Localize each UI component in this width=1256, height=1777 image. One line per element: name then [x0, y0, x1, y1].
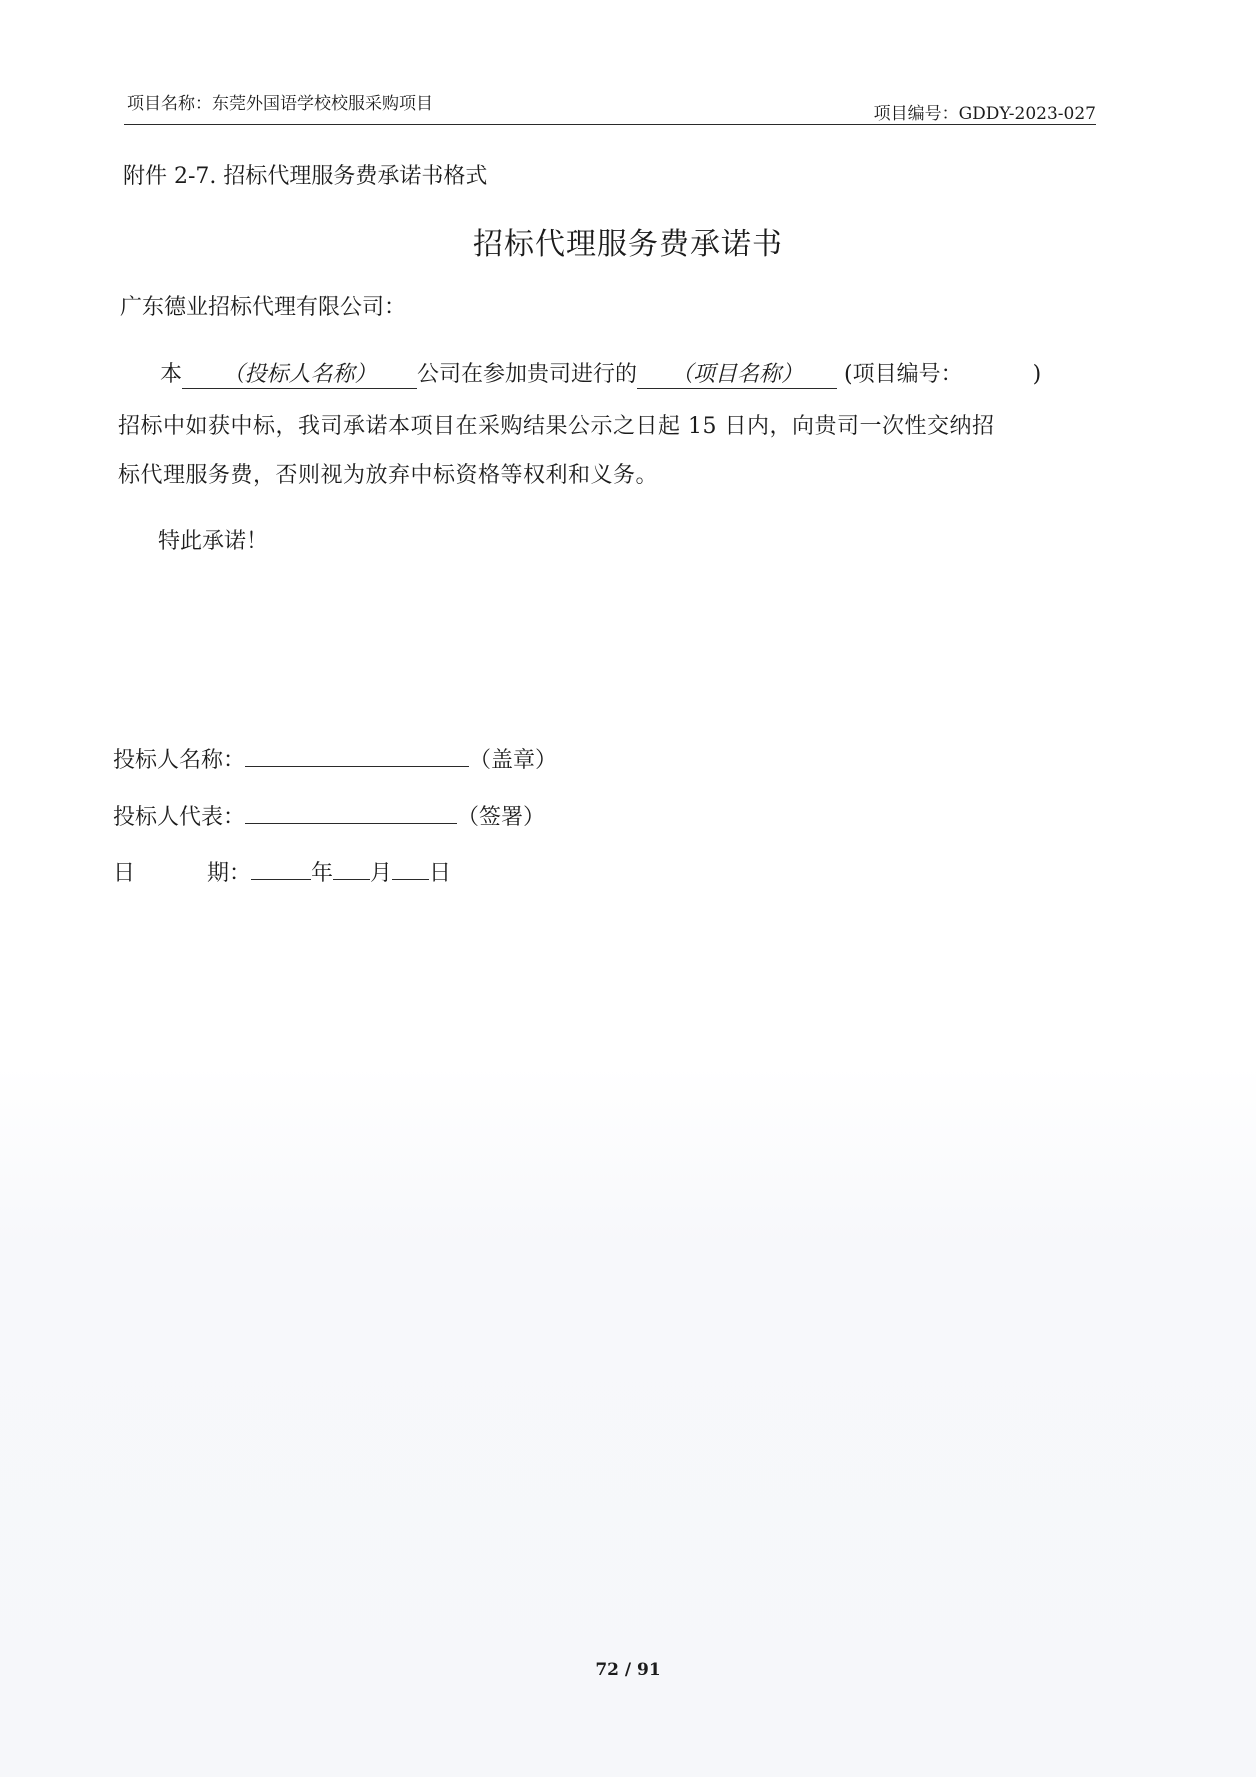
paragraph-line-3: 标代理服务费，否则视为放弃中标资格等权利和义务。 [118, 463, 659, 488]
date-row [113, 856, 451, 887]
day-field[interactable] [392, 879, 429, 880]
year-label: 年 [311, 861, 334, 886]
representative-row [113, 800, 545, 831]
paragraph-mid-2: (项目编号： [844, 362, 963, 387]
day-label: 日 [429, 861, 452, 886]
project-number-blank[interactable] [963, 380, 1033, 381]
bidder-name-blank[interactable]: （投标人名称） [182, 362, 417, 389]
date-label-char-2: 期： [207, 861, 252, 886]
seal-note: （盖章） [469, 748, 558, 773]
month-field[interactable] [333, 879, 370, 880]
page-number: 72 / 91 [595, 1660, 661, 1680]
closing-text: 特此承诺！ [158, 529, 269, 554]
paragraph-suffix: ) [1032, 362, 1042, 387]
document-title: 招标代理服务费承诺书 [473, 227, 783, 262]
representative-label: 投标人代表： [113, 805, 246, 830]
paragraph-mid-1: 公司在参加贵司进行的 [417, 362, 638, 387]
bidder-name-field[interactable] [245, 766, 469, 767]
paragraph-line-2: 招标中如获中标，我司承诺本项目在采购结果公示之日起 15 日内，向贵司一次性交纳招 [118, 414, 995, 439]
salutation: 广东德业招标代理有限公司： [120, 295, 407, 320]
bidder-name-row [113, 743, 557, 774]
project-name-blank[interactable]: （项目名称） [637, 362, 837, 389]
year-field[interactable] [251, 879, 311, 880]
attachment-title: 附件 2-7. 招标代理服务费承诺书格式 [123, 164, 488, 189]
representative-field[interactable] [245, 823, 457, 824]
header-rule [124, 124, 1096, 125]
bidder-name-label: 投标人名称： [113, 748, 246, 773]
paragraph-line-1 [160, 357, 1041, 389]
paragraph-prefix: 本 [160, 362, 183, 387]
sign-note: （签署） [457, 805, 546, 830]
header-project-number: 项目编号：GDDY-2023-027 [873, 104, 1096, 124]
month-label: 月 [370, 861, 393, 886]
date-label-char-1: 日 [113, 861, 136, 886]
header-project-name: 项目名称：东莞外国语学校校服采购项目 [127, 94, 433, 114]
